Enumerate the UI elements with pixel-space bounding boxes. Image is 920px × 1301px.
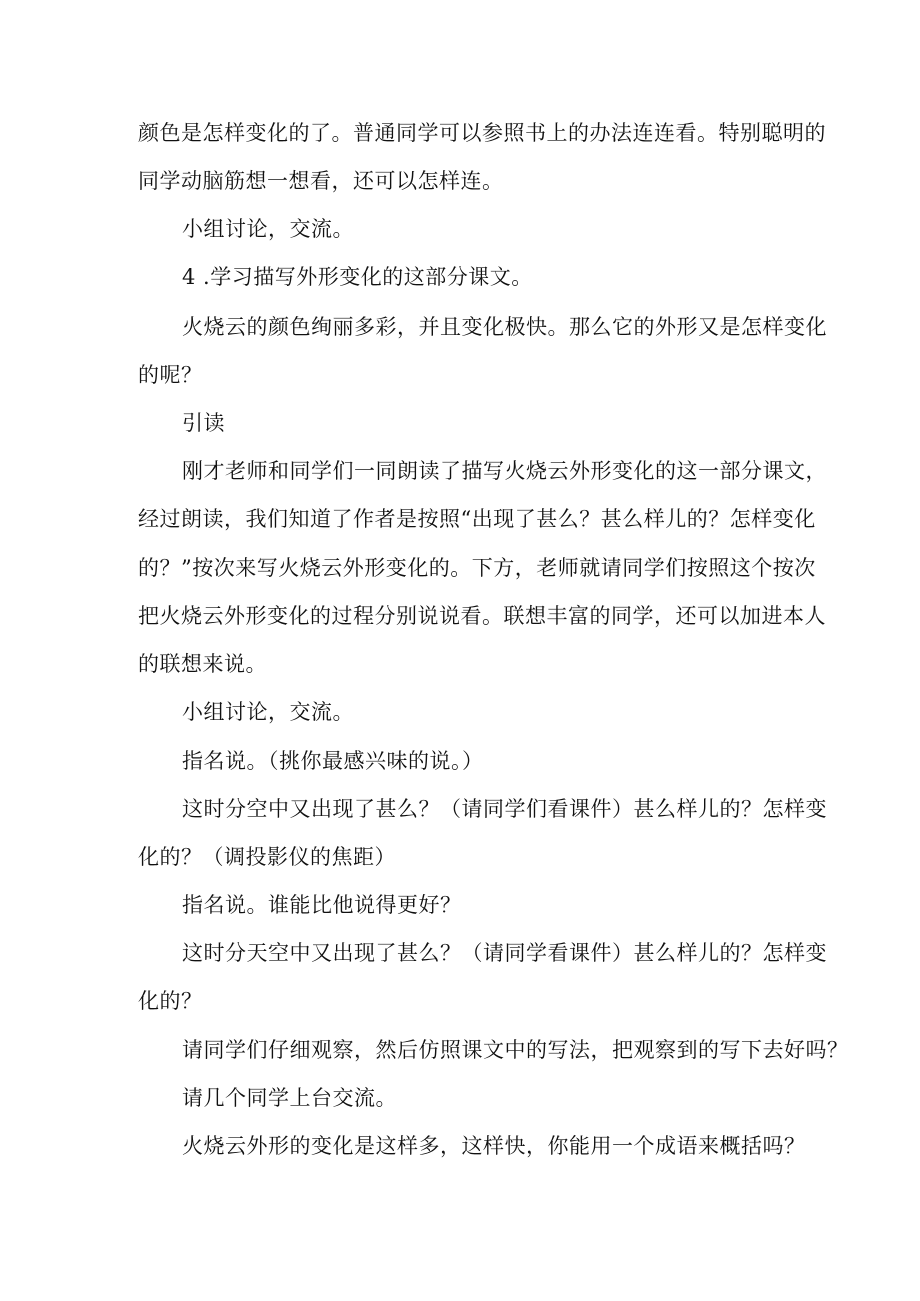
text-line: 指名说。谁能比他说得更好？	[182, 893, 462, 917]
text-line: 刚才老师和同学们一同朗读了描写火烧云外形变化的这一部分课文，	[182, 459, 827, 483]
text-line: 这时分天空中又出现了甚么？（请同学看课件）甚么样儿的？怎样变	[182, 941, 827, 965]
text-line: 4 .学习描写外形变化的这部分课文。	[182, 265, 533, 289]
text-line: 小组讨论，交流。	[182, 217, 354, 241]
text-line: 指名说。（挑你最感兴味的说。）	[182, 749, 484, 773]
text-line: 的呢？	[138, 363, 203, 387]
text-line: 这时分空中又出现了甚么？（请同学们看课件）甚么样儿的？怎样变	[182, 797, 827, 821]
text-line: 请同学们仔细观察，然后仿照课文中的写法，把观察到的写下去好吗？	[182, 1038, 849, 1062]
text-line: 的联想来说。	[138, 652, 267, 676]
text-line: 请几个同学上台交流。	[182, 1086, 397, 1110]
text-line: 火烧云外形的变化是这样多，这样快，你能用一个成语来概括吗？	[182, 1134, 806, 1158]
text-line: 把火烧云外形变化的过程分别说说看。联想丰富的同学，还可以加进本人	[138, 604, 826, 628]
text-line: 的？”按次来写火烧云外形变化的。下方，老师就请同学们按照这个按次	[138, 556, 816, 580]
text-line: 化的？	[138, 989, 203, 1013]
text-line: 引读	[182, 411, 225, 435]
text-line: 火烧云的颜色绚丽多彩，并且变化极快。那么它的外形又是怎样变化	[182, 315, 827, 339]
text-line: 小组讨论，交流。	[182, 700, 354, 724]
text-line: 经过朗读，我们知道了作者是按照“出现了甚么？甚么样儿的？怎样变化	[138, 507, 816, 531]
text-line: 化的？（调投影仪的焦距）	[138, 845, 396, 869]
text-line: 同学动脑筋想一想看，还可以怎样连。	[138, 169, 504, 193]
text-line: 颜色是怎样变化的了。普通同学可以参照书上的办法连连看。特别聪明的	[138, 121, 826, 145]
